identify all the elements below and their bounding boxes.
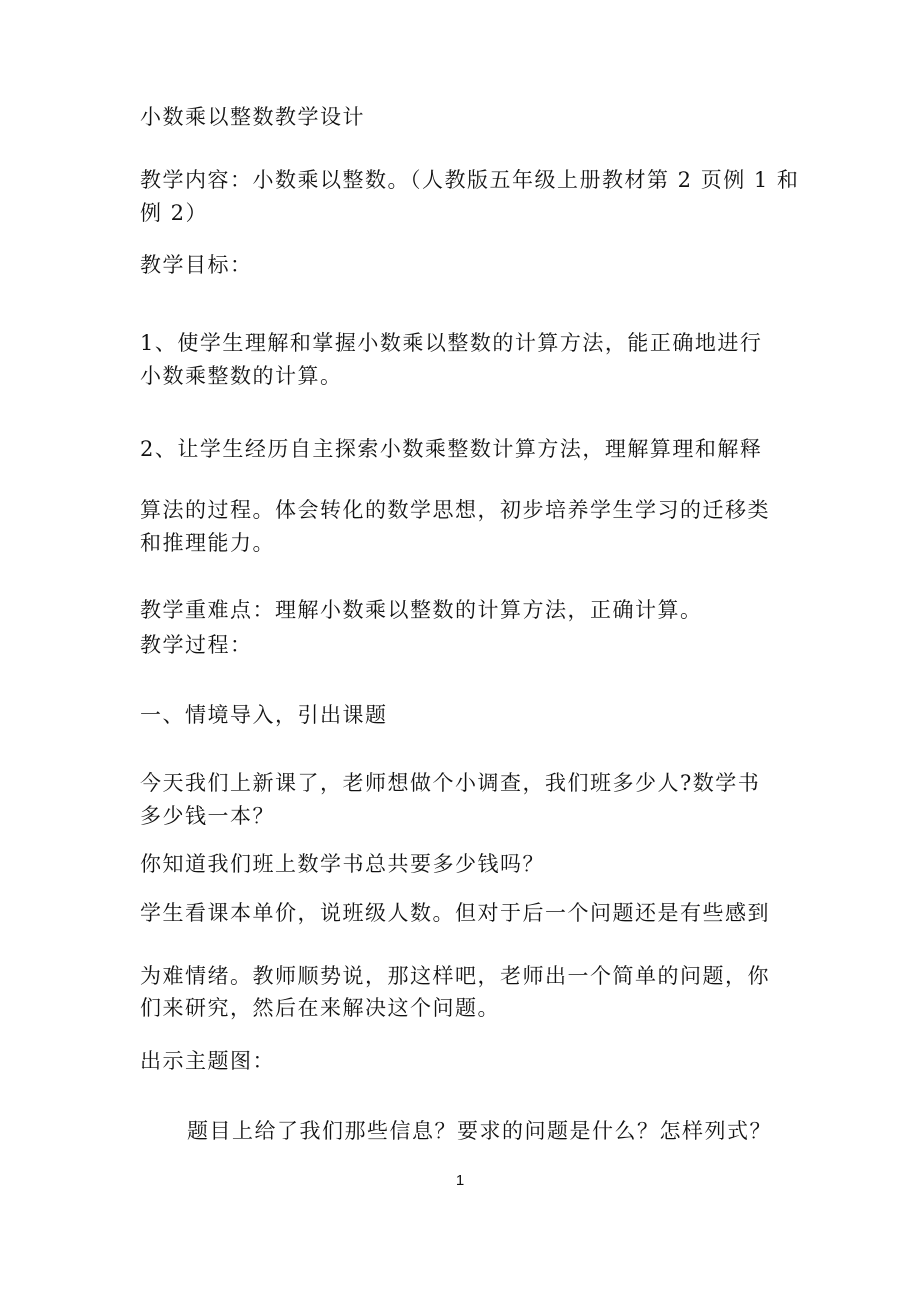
goal-2: 2、让学生经历自主探索小数乘整数计算方法，理解算理和解释: [140, 437, 763, 461]
key-difficulties: 教学重难点：理解小数乘以整数的计算方法，正确计算。: [140, 598, 703, 622]
goal-1: 1、使学生理解和掌握小数乘以整数的计算方法，能正确地进行: [140, 331, 763, 355]
goals-heading: 教学目标：: [140, 253, 253, 277]
goal-2-cont: 算法的过程。体会转化的数学思想，初步培养学生学习的迁移类: [140, 498, 770, 522]
goal-1-cont: 小数乘整数的计算。: [140, 364, 343, 388]
paragraph: 题目上给了我们那些信息？要求的问题是什么？怎样列式？: [187, 1119, 772, 1143]
teaching-content: 教学内容：小数乘以整数。（人教版五年级上册教材第 2 页例 1 和: [140, 168, 800, 192]
goal-2-cont-2: 和推理能力。: [140, 531, 275, 555]
paragraph: 多少钱一本？: [140, 804, 275, 828]
teaching-content-cont: 例 2）: [140, 201, 209, 225]
paragraph: 学生看课本单价，说班级人数。但对于后一个问题还是有些感到: [140, 901, 770, 925]
section-1-heading: 一、情境导入，引出课题: [140, 703, 388, 727]
page-number: 1: [455, 1172, 465, 1189]
paragraph: 你知道我们班上数学书总共要多少钱吗？: [140, 852, 545, 876]
paragraph: 们来研究，然后在来解决这个问题。: [140, 996, 500, 1020]
process-heading: 教学过程：: [140, 633, 253, 657]
paragraph: 出示主题图：: [140, 1049, 275, 1073]
paragraph: 为难情绪。教师顺势说，那这样吧，老师出一个简单的问题，你: [140, 964, 770, 988]
document-title: 小数乘以整数教学设计: [140, 105, 365, 129]
paragraph: 今天我们上新课了，老师想做个小调查，我们班多少人?数学书: [140, 771, 761, 795]
